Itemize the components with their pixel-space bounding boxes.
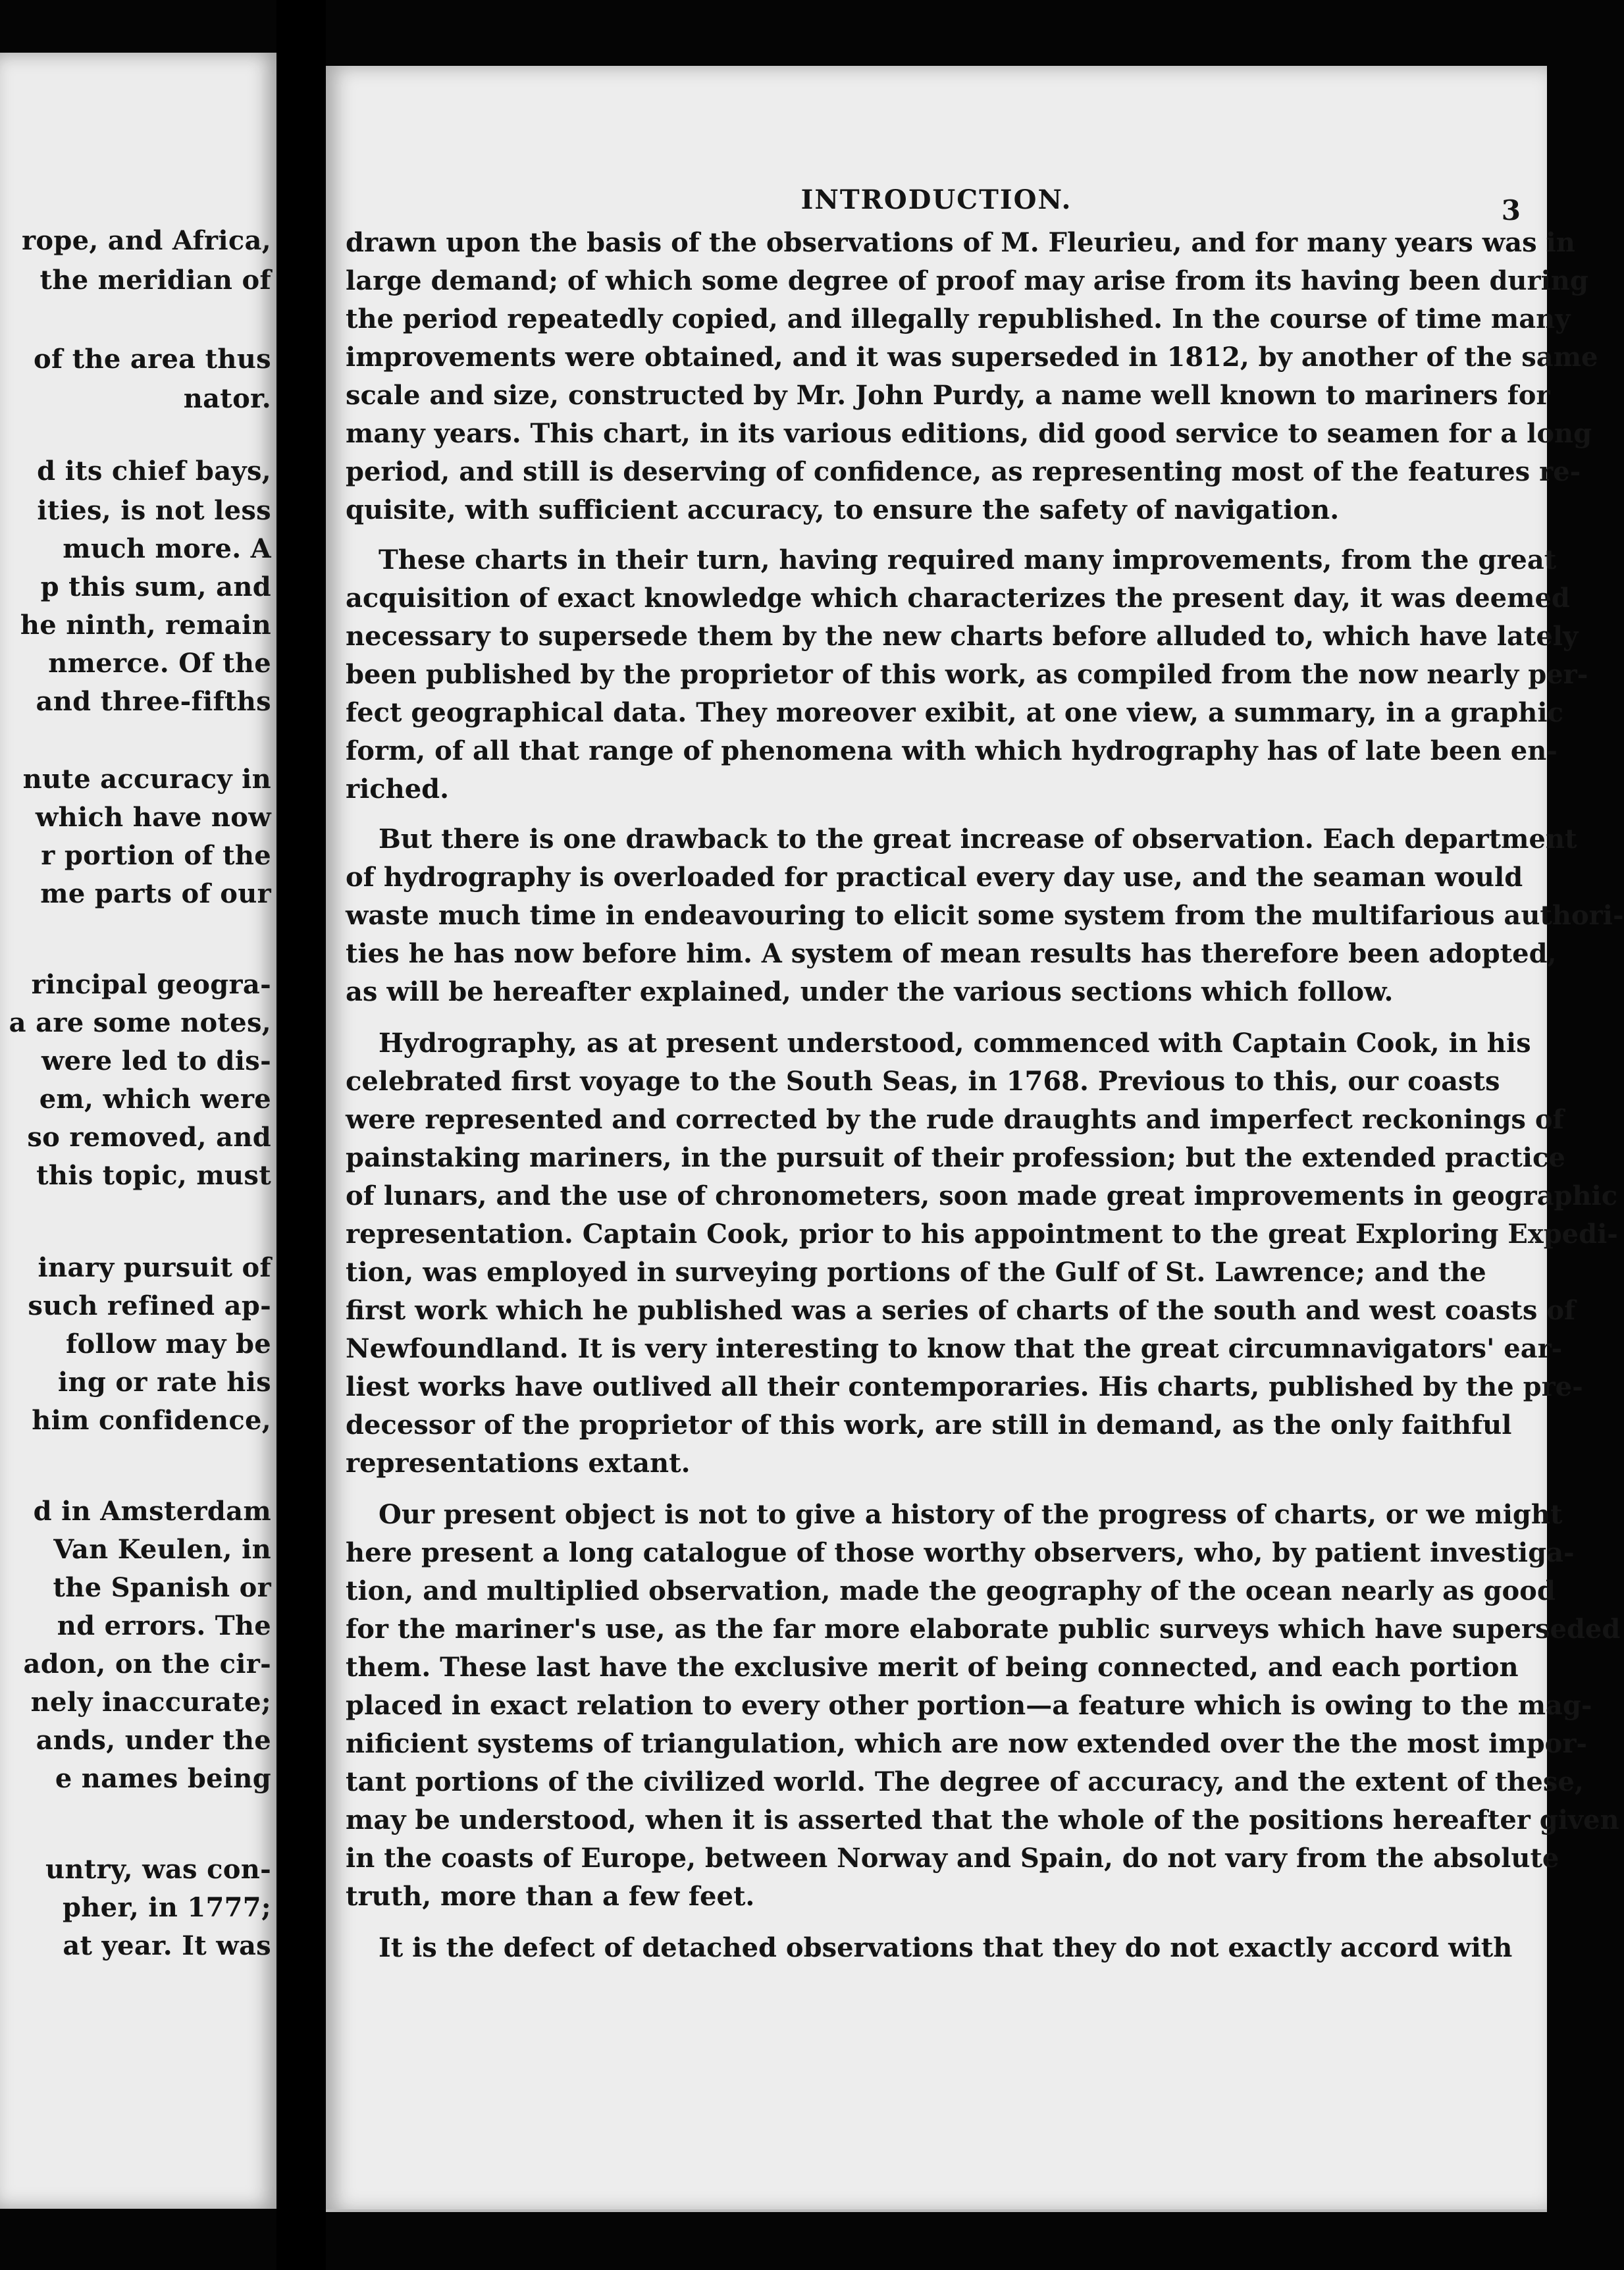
left-line: nator. [183,383,271,414]
body-line: drawn upon the basis of the observations of M. Fleurieu, and for many years was in [346,227,1575,258]
body-line: nificient systems of triangulation, which are now extended over the the most impor- [346,1728,1588,1759]
left-line: Van Keulen, in [53,1534,271,1565]
left-line: ing or rate his [58,1367,271,1398]
body-line: representation. Captain Cook, prior to his appointment to the great Exploring Expedi- [346,1219,1618,1250]
body-line: first work which he published was a series of charts of the south and west coasts of [346,1295,1576,1326]
left-line: he ninth, remain [20,610,271,641]
page-bottom-edge [326,2209,1547,2212]
left-line: pher, in 1777; [62,1892,271,1923]
left-line: of the area thus [34,344,271,375]
body-line: truth, more than a few feet. [346,1881,755,1912]
left-line: ands, under the [36,1725,271,1756]
left-line: nute accuracy in [22,764,271,795]
body-line: These charts in their turn, having required many improvements, from the great [379,544,1557,575]
body-line: waste much time in endeavouring to elicit some system from the multifarious authori- [346,900,1624,931]
book-gutter [276,0,326,2270]
left-line: much more. A [63,533,271,564]
left-line: rincipal geogra- [31,969,271,1000]
left-line: follow may be [65,1329,271,1359]
body-line: Hydrography, as at present understood, commenced with Captain Cook, in his [379,1028,1531,1059]
body-line: been published by the proprietor of this work, as compiled from the now nearly per- [346,659,1588,690]
body-line: ties he has now before him. A system of mean results has therefore been adopted, [346,938,1557,969]
body-line: may be understood, when it is asserted that the whole of the positions hereafter given [346,1805,1619,1835]
left-line: him confidence, [32,1405,271,1436]
body-line: painstaking mariners, in the pursuit of their profession; but the extended practice [346,1142,1565,1173]
left-line: such refined ap- [28,1290,271,1321]
left-line: nmerce. Of the [48,648,271,679]
body-line: fect geographical data. They moreover exibit, at one view, a summary, in a graphic [346,697,1563,728]
body-line: as will be hereafter explained, under the various sections which follow. [346,976,1394,1007]
left-line: d in Amsterdam [33,1496,271,1527]
body-line: celebrated first voyage to the South Seas, in 1768. Previous to this, our coasts [346,1066,1500,1097]
body-line: placed in exact relation to every other portion—a feature which is owing to the mag- [346,1690,1592,1721]
running-head: INTRODUCTION. [800,184,1072,215]
body-line: But there is one drawback to the great increase of observation. Each department [379,824,1577,855]
left-line: so removed, and [27,1122,271,1153]
body-line: many years. This chart, in its various editions, did good service to seamen for a long [346,418,1592,449]
body-line: riched. [346,774,450,805]
body-line: form, of all that range of phenomena with which hydrography has of late been en- [346,735,1558,766]
left-line: me parts of our [40,878,271,909]
body-line: acquisition of exact knowledge which characterizes the present day, it was deemed [346,583,1570,614]
left-line: p this sum, and [40,571,271,602]
body-line: for the mariner's use, as the far more elaborate public surveys which have superseded [346,1614,1621,1645]
left-line: at year. It was [63,1930,271,1961]
body-line: period, and still is deserving of confidence, as representing most of the features re- [346,456,1581,487]
left-line: untry, was con- [45,1854,271,1885]
left-line: ities, is not less [37,495,271,526]
left-page [0,53,276,2209]
left-line: which have now [35,802,271,833]
left-line: r portion of the [41,840,271,871]
body-line: of lunars, and the use of chronometers, soon made great improvements in geographic [346,1180,1618,1211]
body-line: scale and size, constructed by Mr. John Purdy, a name well known to mariners for [346,380,1550,411]
body-line: the period repeatedly copied, and illegally republished. In the course of time many [346,304,1571,334]
body-line: representations extant. [346,1448,691,1479]
left-line: the Spanish or [53,1572,271,1603]
page-number: 3 [1501,194,1521,226]
left-line: rope, and Africa, [21,225,271,256]
body-line: tant portions of the civilized world. The degree of accuracy, and the extent of these, [346,1766,1584,1797]
left-line: adon, on the cir- [23,1649,271,1679]
left-line: d its chief bays, [37,456,271,487]
right-page [326,66,1624,2212]
body-line: decessor of the proprietor of this work, are still in demand, as the only faithful [346,1410,1512,1440]
body-line: Our present object is not to give a history of the progress of charts, or we might [379,1499,1563,1530]
body-line: tion, was employed in surveying portions of the Gulf of St. Lawrence; and the [346,1257,1486,1288]
left-line: nely inaccurate; [30,1687,271,1718]
left-line: were led to dis- [41,1045,271,1076]
body-line: were represented and corrected by the rude draughts and imperfect reckonings of [346,1104,1564,1135]
body-line: necessary to supersede them by the new charts before alluded to, which have lately [346,621,1579,652]
body-line: Newfoundland. It is very interesting to know that the great circumnavigators' ear- [346,1333,1563,1364]
body-line: liest works have outlived all their contemporaries. His charts, published by the pre- [346,1371,1583,1402]
body-line: in the coasts of Europe, between Norway and Spain, do not vary from the absolute [346,1843,1559,1874]
body-line: improvements were obtained, and it was superseded in 1812, by another of the same [346,342,1598,373]
body-line: them. These last have the exclusive merit of being connected, and each portion [346,1652,1519,1683]
body-line: tion, and multiplied observation, made the geography of the ocean nearly as good [346,1575,1556,1606]
left-line: nd errors. The [57,1610,271,1641]
left-line: this topic, must [36,1160,271,1191]
left-line: inary pursuit of [38,1252,271,1283]
body-line: large demand; of which some degree of proof may arise from its having been during [346,265,1588,296]
body-line: It is the defect of detached observations that they do not exactly accord with [379,1932,1513,1963]
body-line: of hydrography is overloaded for practical every day use, and the seaman would [346,862,1523,893]
left-line: the meridian of [39,265,271,296]
left-line: e names being [55,1763,271,1794]
left-line: a are some notes, [9,1007,271,1038]
left-line: em, which were [39,1084,271,1115]
body-line: here present a long catalogue of those worthy observers, who, by patient investiga- [346,1537,1575,1568]
body-line: quisite, with sufficient accuracy, to ensure the safety of navigation. [346,494,1340,525]
left-line: and three-fifths [36,686,271,717]
